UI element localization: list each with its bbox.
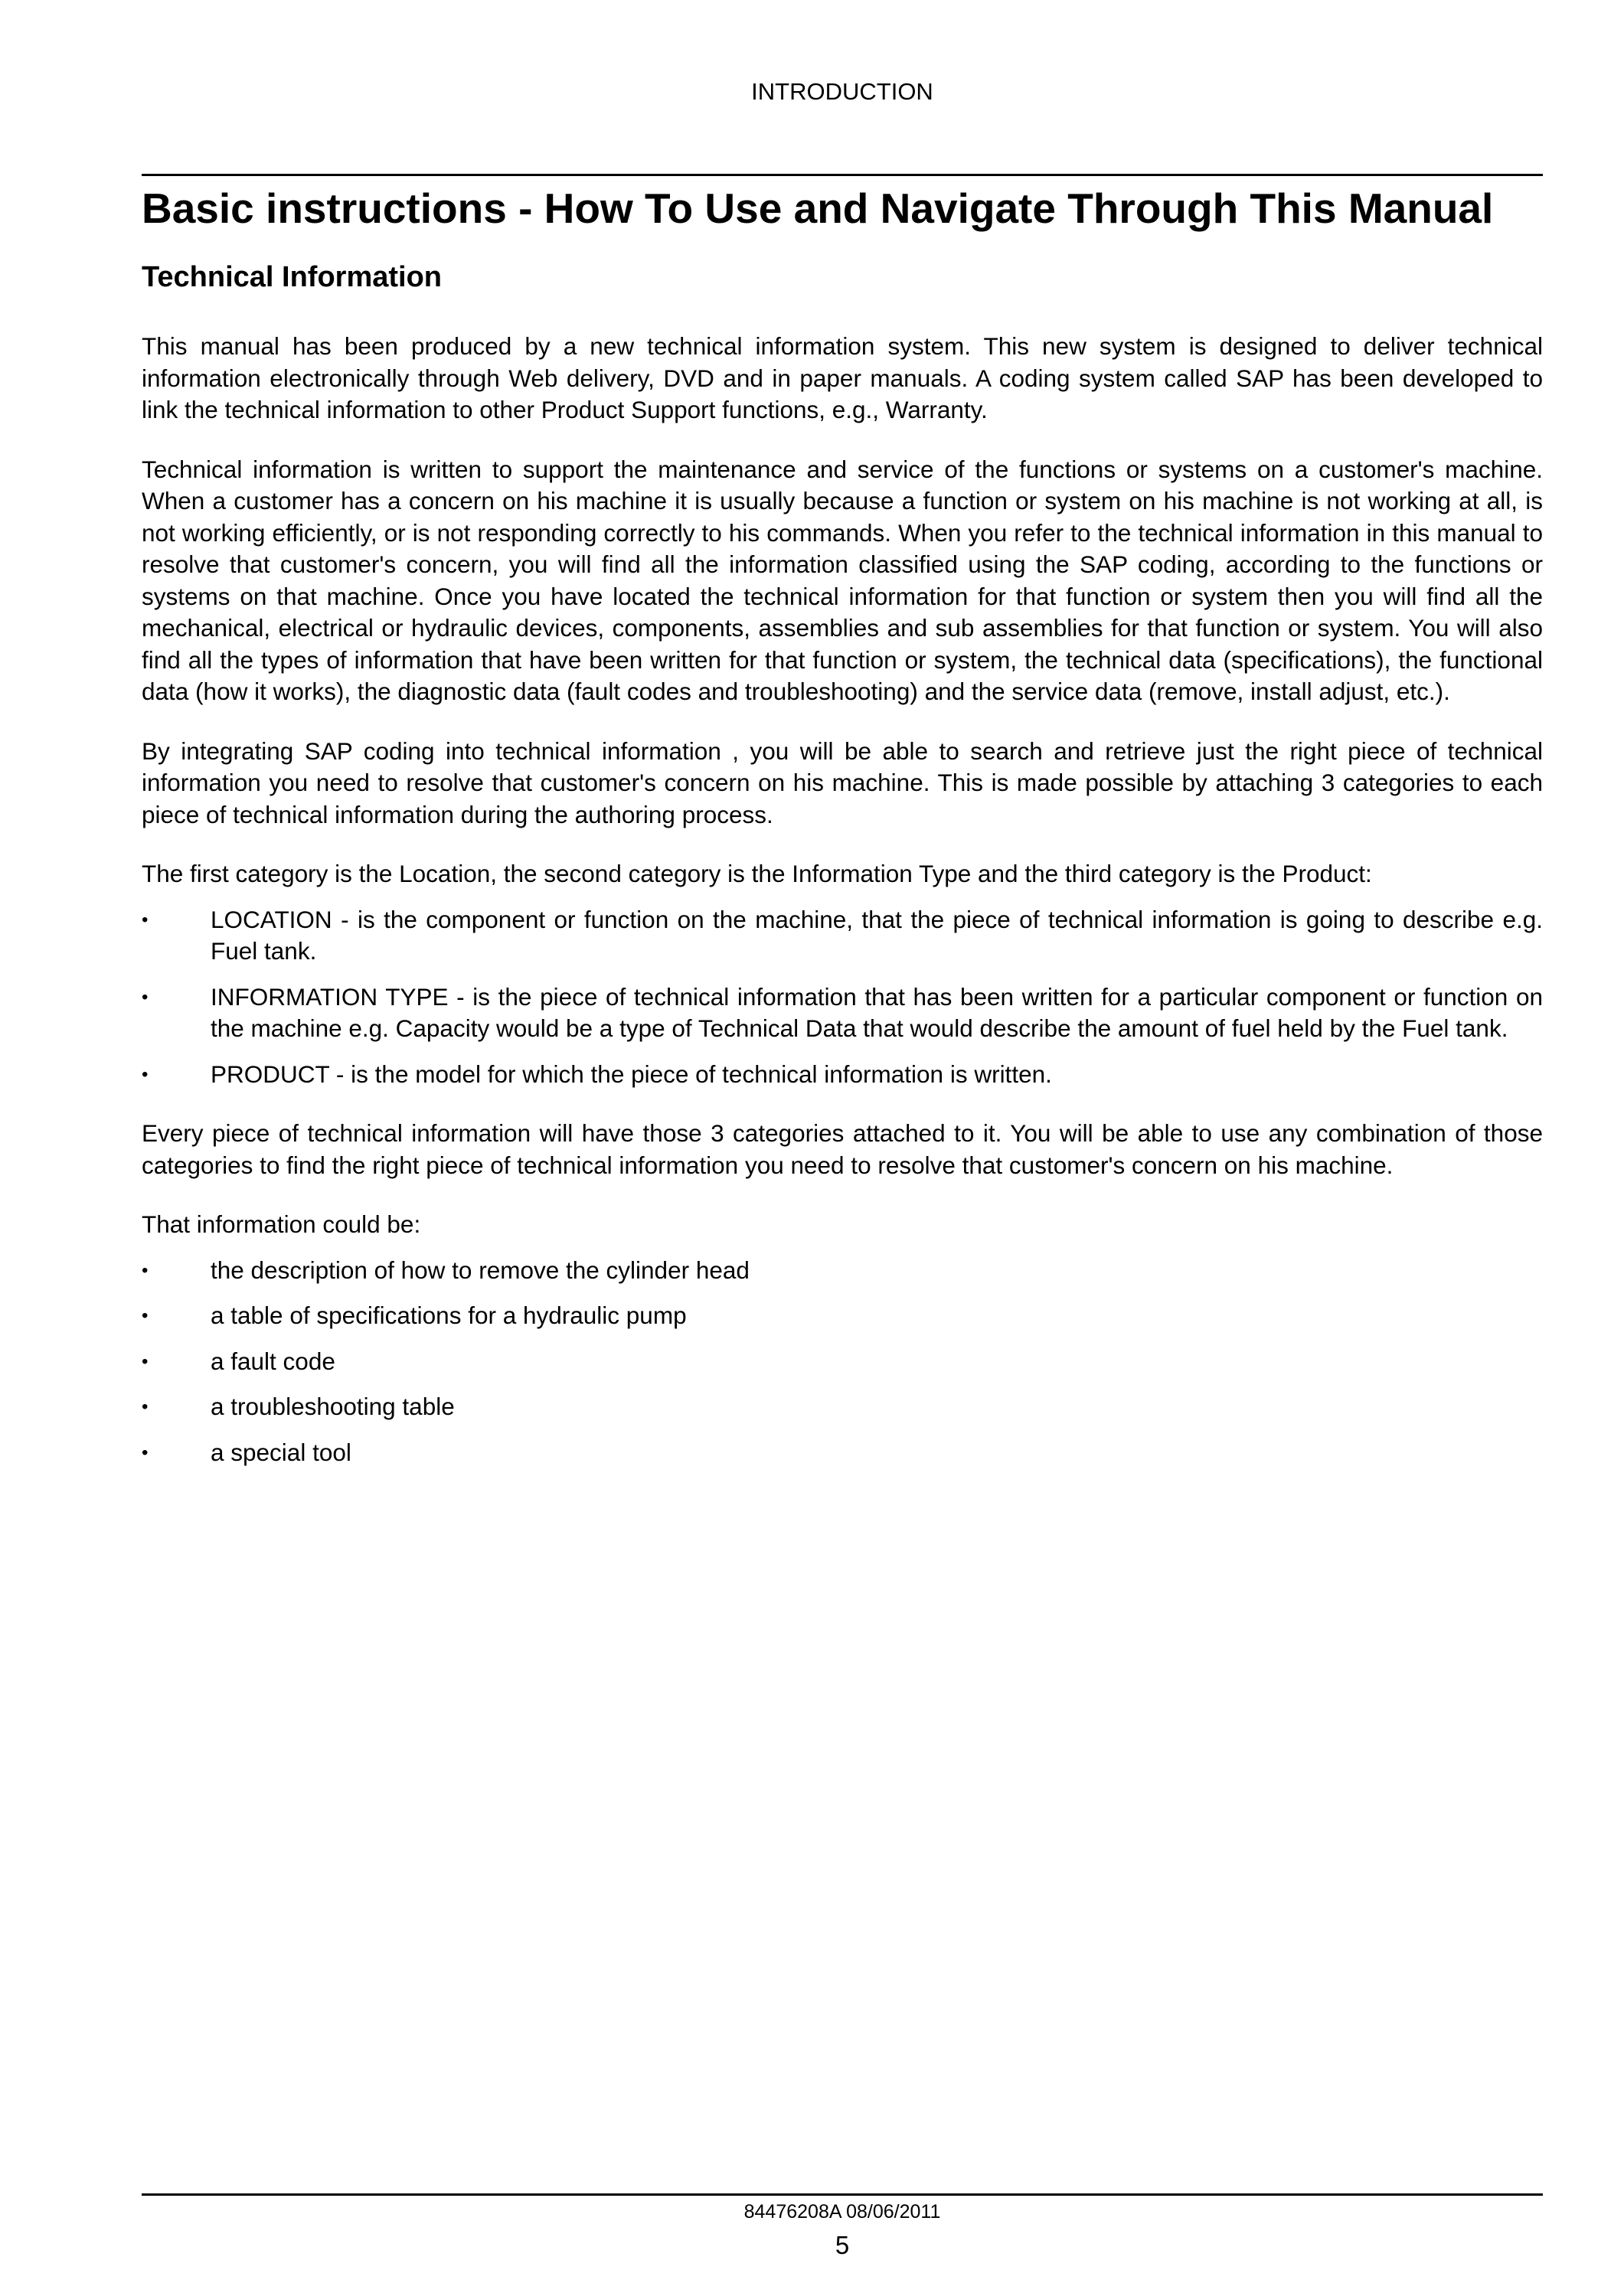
section-heading: Technical Information [142, 261, 443, 293]
bullet-icon: • [142, 1063, 149, 1085]
example-list [142, 1255, 1543, 1469]
page-number: 5 [835, 2231, 850, 2259]
page-title: Basic instructions - How To Use and Navigate Through This Manual [142, 185, 1494, 232]
paragraph-information-could-be: That information could be: [142, 1210, 421, 1238]
footer-rule [142, 2193, 1543, 2196]
list-item-text: a fault code [211, 1347, 335, 1375]
list-item-text: a table of specifications for a hydraulic pump [211, 1302, 687, 1329]
bullet-icon: • [142, 1259, 149, 1281]
list-item-text: INFORMATION TYPE - is the piece of technical information that has been written for a particular component or function on the machine e.g. Capacity would be a type of Technical Data that would describe the amount of fuel held by the Fuel tank. [211, 982, 1543, 1042]
list-item-text: the description of how to remove the cylinder head [211, 1256, 750, 1284]
bullet-icon: • [142, 909, 149, 930]
bullet-icon: • [142, 1442, 149, 1463]
list-item [142, 1059, 1543, 1091]
list-item-text: a special tool [211, 1438, 351, 1466]
list-item [142, 1391, 1543, 1423]
category-list [142, 904, 1543, 1091]
list-item-text: PRODUCT - is the model for which the piece of technical information is written. [211, 1060, 1052, 1088]
paragraph-technical-info: Technical information is written to support the maintenance and service of the functions or systems on a customer's machine. When a customer has a concern on his machine it is usually because a function or system on his machine is not working at all, is not working efficiently, or is not responding correctly to his commands. When you refer to the technical information in this manual to resolve that customer's concern, you will find all the information classified using the SAP coding, according to the functions or systems on that machine. Once you have located the technical information for that function or system then you will find all the mechanical, electrical or hydraulic devices, components, assemblies and sub assemblies for that function or system. You will also find all the types of information that have been written for that function or system, the technical data (specifications), the functional data (how it works), the diagnostic data (fault codes and troubleshooting) and the service data (remove, install adjust, etc.). [142, 455, 1543, 705]
list-item [142, 981, 1543, 1045]
paragraph-categories-intro: The first category is the Location, the second category is the Information Type and the third category is the Product: [142, 860, 1372, 887]
bullet-icon: • [142, 1305, 149, 1326]
page-content [142, 175, 1543, 1468]
list-item [142, 1300, 1543, 1332]
list-item [142, 904, 1543, 968]
list-item [142, 1437, 1543, 1469]
list-item-text: a troubleshooting table [211, 1393, 455, 1420]
paragraph-intro: This manual has been produced by a new technical information system. This new system is designed to deliver technical information electronically through Web delivery, DVD and in paper manuals. A coding system called SAP has been developed to link the technical information to other Product Support functions, e.g., Warranty. [142, 332, 1543, 423]
bullet-icon: • [142, 1396, 149, 1417]
paragraph-sap-coding: By integrating SAP coding into technical information , you will be able to search and retrieve just the right piece of technical information you need to resolve that customer's concern on his machine. This is made possible by attaching 3 categories to each piece of technical information during the authoring process. [142, 736, 1543, 828]
manual-page [142, 0, 1543, 2296]
bullet-icon: • [142, 986, 149, 1008]
running-header: INTRODUCTION [751, 78, 933, 105]
document-code: 84476208A 08/06/2011 [743, 2201, 941, 2223]
list-item-text: LOCATION - is the component or function on the machine, that the piece of technical information is going to describe e.g. Fuel tank. [211, 905, 1543, 965]
list-item [142, 1346, 1543, 1378]
bullet-icon: • [142, 1350, 149, 1372]
paragraph-combination: Every piece of technical information will have those 3 categories attached to it. You will be able to use any combination of those categories to find the right piece of technical information you need to resolve that customer's concern on his machine. [142, 1119, 1543, 1179]
list-item [142, 1255, 1543, 1287]
